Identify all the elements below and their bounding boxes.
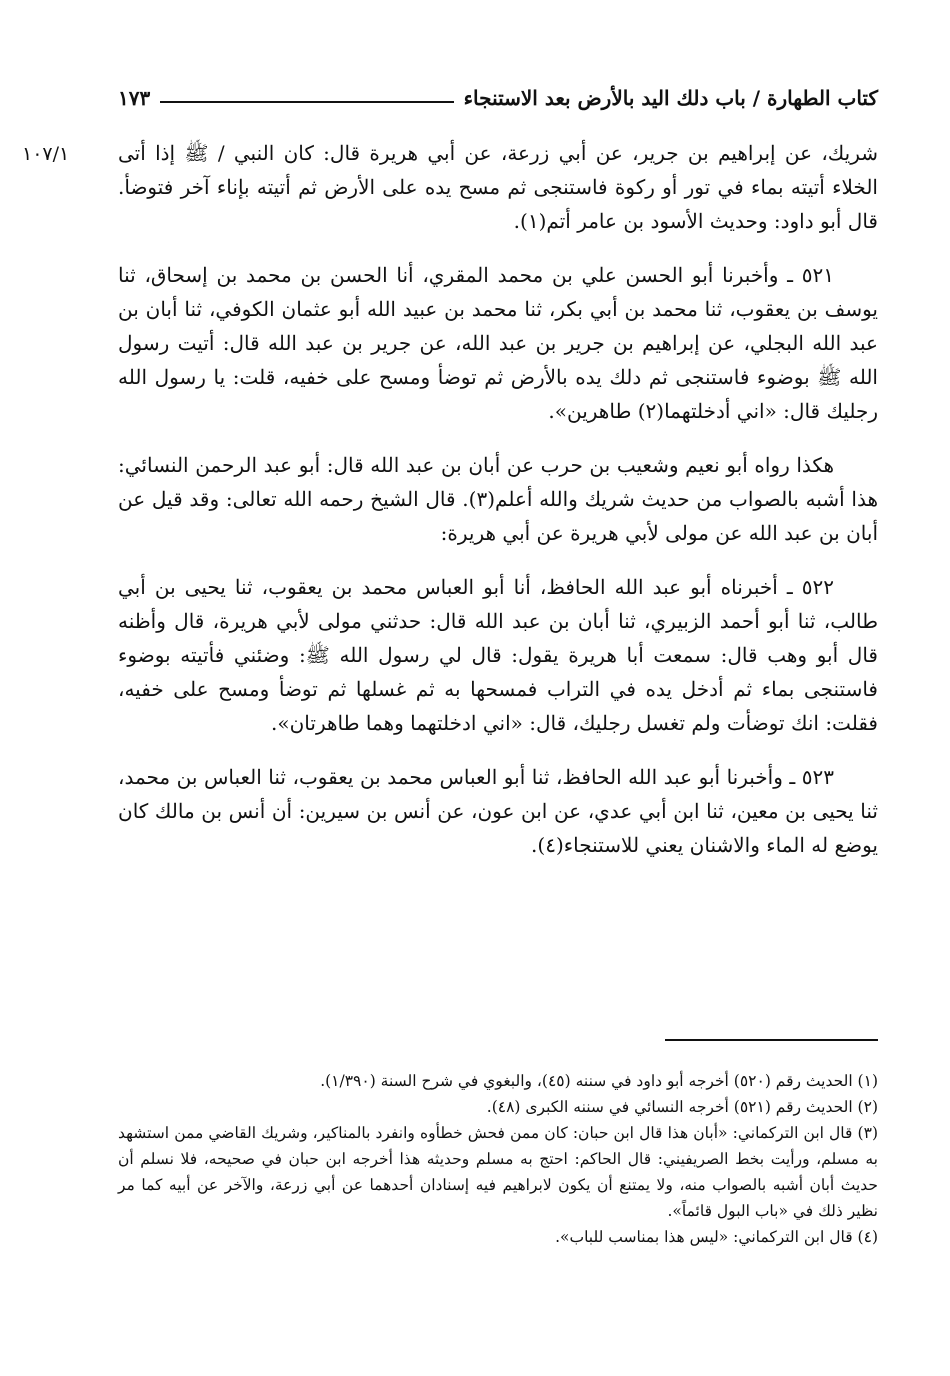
paragraph-continuation: شريك، عن إبراهيم بن جرير، عن أبي زرعة، عن أبي هريرة قال: كان النبي / ﷺ إذا أتى الخلاء أتيته بماء في تور أو ركوة فاستنجى ثم مسح يده على الأرض ثم أتيته بإناء آخر فتوضأ. قال أبو داود: وحديث الأسود بن عامر أتم(١). bbox=[118, 141, 879, 233]
header-rule bbox=[160, 101, 453, 103]
commentary-paragraph: هكذا رواه أبو نعيم وشعيب بن حرب عن أبان بن عبد الله قال: أبو عبد الرحمن النسائي: هذا أشبه بالصواب من حديث شريك والله أعلم(٣). قال الشيخ رحمه الله تعالى: وقد قيل عن أبان بن عبد الله عن مولى لأبي هريرة عن أبي هريرة: bbox=[118, 453, 879, 545]
main-text bbox=[118, 136, 878, 882]
footnote-1: (١) الحديث رقم (٥٢٠) أخرجه أبو داود في سننه (٤٥)، والبغوي في شرح السنة (١/٣٩٠). bbox=[320, 1072, 878, 1090]
chapter-title: كتاب الطهارة / باب دلك اليد بالأرض بعد الاستنجاء bbox=[463, 86, 878, 110]
margin-reference: ١٠٧/١ bbox=[22, 143, 70, 165]
running-header bbox=[118, 70, 878, 110]
footnote-3: (٣) قال ابن التركماني: «أبان هذا قال ابن حبان: كان ممن فحش خطأوه وانفرد بالمناكير، وشريك القاضي ممن استشهد به مسلم، ورأيت بخط الصريفيني: قال الحاكم: احتج به مسلم وحديثه هذا أخرجه ابن حبان في صحيحه، فلا نسلم أن حديث أبان أشبه بالصواب منه، ولا يمتنع أن يكون لابراهيم فيه إسنادان أحدهما عن أبي زرعة، والآخر عن أبيه كما مر نظير ذلك في «باب البول قائماً». bbox=[118, 1124, 878, 1220]
footnote-separator bbox=[665, 1039, 878, 1041]
page-number: ١٧٣ bbox=[118, 86, 151, 110]
hadith-522: ٥٢٢ ـ أخبرناه أبو عبد الله الحافظ، أنا أبو العباس محمد بن يعقوب، ثنا يحيى بن أبي طالب، ثنا أبو أحمد الزبيري، ثنا أبان بن عبد الله قال: حدثني مولى لأبي هريرة، قال وأظنه قال أبو وهب قال: سمعت أبا هريرة يقول: قال لي رسول الله ﷺ: وضئني فأتيته بوضوء فاستنجى بماء ثم أدخل يده في التراب فمسحها به ثم غسلها ثم توضأ ومسح على خفيه، فقلت: انك توضأت ولم تغسل رجليك، قال: «اني ادخلتهما وهما طاهرتان». bbox=[118, 575, 878, 735]
hadith-521: ٥٢١ ـ وأخبرنا أبو الحسن علي بن محمد المقري، أنا الحسن بن محمد بن إسحاق، ثنا يوسف بن يعقوب، ثنا محمد بن أبي بكر، ثنا محمد بن عبيد الله أبو عثمان الكوفي، ثنا أبان بن عبد الله البجلي، عن إبراهيم بن جرير بن عبد الله، عن جرير بن عبد الله قال: أتيت رسول الله ﷺ بوضوء فاستنجى ثم دلك يده بالأرض ثم توضأ ومسح على خفيه، قلت: يا رسول الله رجليك قال: «اني أدخلتهما(٢) طاهرين». bbox=[118, 263, 878, 423]
hadith-523: ٥٢٣ ـ وأخبرنا أبو عبد الله الحافظ، ثنا أبو العباس محمد بن يعقوب، ثنا العباس بن محمد، ثنا يحيى بن معين، ثنا ابن أبي عدي، عن ابن عون، عن أنس بن سيرين: أن أنس بن مالك كان يوضع له الماء والاشنان يعني للاستنجاء(٤). bbox=[118, 765, 878, 857]
footnote-4: (٤) قال ابن التركماني: «ليس هذا بمناسب للباب». bbox=[555, 1228, 878, 1246]
footnote-2: (٢) الحديث رقم (٥٢١) أخرجه النسائي في سننه الكبرى (٤٨). bbox=[486, 1098, 878, 1116]
footnotes bbox=[118, 1068, 878, 1250]
